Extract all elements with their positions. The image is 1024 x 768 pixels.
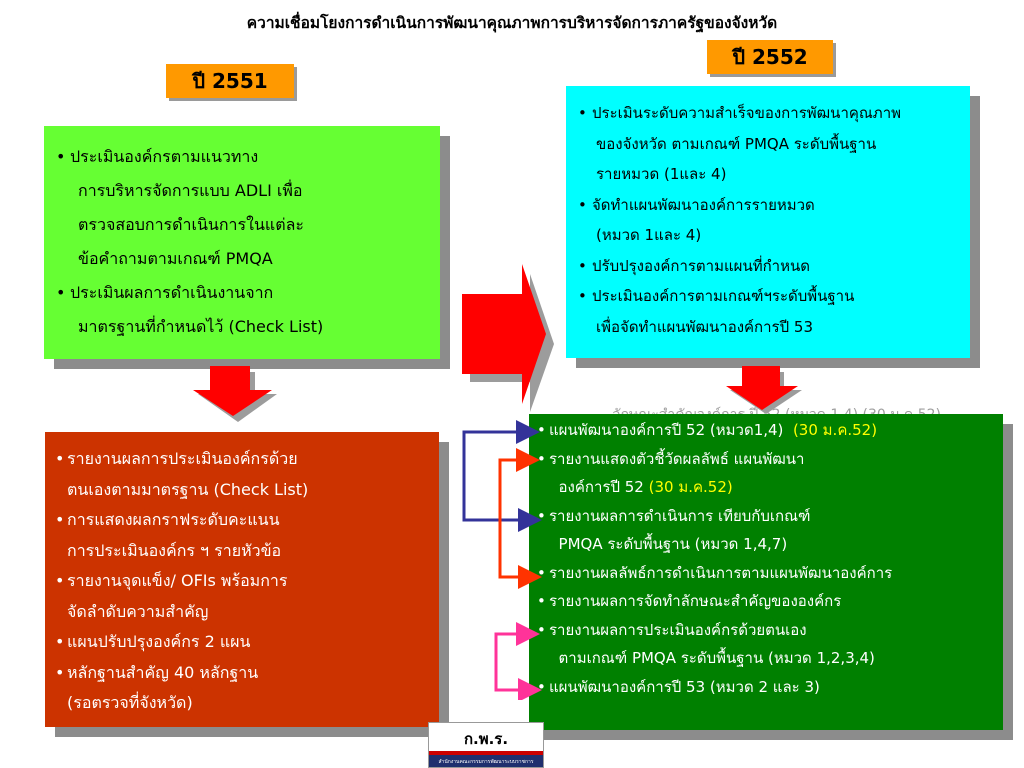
list-item: • ประเมินองค์การตามเกณฑ์ฯระดับพื้นฐาน เพื่อจัดทำแผนพัฒนาองค์การปี 53 bbox=[578, 281, 966, 342]
list-item-line: (รอตรวจที่จังหวัด) bbox=[67, 693, 193, 712]
list-item-line: ประเมินองค์กรตามแนวทาง bbox=[70, 147, 259, 166]
list-item: • แผนพัฒนาองค์การปี 52 (หมวด1,4) (30 ม.ค.52) bbox=[537, 421, 878, 439]
list-item-line: ตรวจสอบการดำเนินการในแต่ละ bbox=[78, 215, 304, 234]
list-item-line: หลักฐานสำคัญ 40 หลักฐาน bbox=[67, 662, 259, 682]
logo-subtext: สำนักงานคณะกรรมการพัฒนาระบบราชการ bbox=[438, 759, 534, 765]
list-item-line: แผนปรับปรุงองค์กร 2 แผน bbox=[67, 632, 251, 651]
list-item-line: (หมวด 1และ 4) bbox=[596, 226, 702, 244]
development-list bbox=[578, 98, 966, 342]
list-item-line: ปรับปรุงองค์การตามแผนที่กำหนด bbox=[592, 256, 810, 275]
list-item: • ปรับปรุงองค์การตามแผนที่กำหนด bbox=[578, 251, 966, 282]
box-2551-reports bbox=[45, 432, 439, 727]
list-item-line: ข้อคำถามตามเกณฑ์ PMQA bbox=[78, 249, 273, 268]
list-item-line: การแสดงผลกราฟระดับคะแนน bbox=[67, 510, 280, 529]
list-item-line: ประเมินองค์การตามเกณฑ์ฯระดับพื้นฐาน bbox=[592, 287, 855, 305]
connector-arrows bbox=[456, 420, 546, 700]
list-item: • รายงานแสดงตัวชี้วัดผลลัพธ์ แผนพัฒนา องค์การปี 52 (30 ม.ค.52) bbox=[537, 449, 805, 496]
reports-2551-list bbox=[55, 444, 431, 719]
list-item: • รายงานผลการจัดทำลักษณะสำคัญขององค์กร bbox=[537, 592, 842, 610]
box-2551-assessment bbox=[44, 126, 440, 359]
box-2552-reports bbox=[529, 414, 1003, 730]
logo-text: ก.พ.ร. bbox=[463, 730, 509, 748]
list-item: • รายงานผลการประเมินองค์กรด้วยตนเอง ตามเกณฑ์ PMQA ระดับพื้นฐาน (หมวด 1,2,3,4) bbox=[537, 620, 875, 667]
year-label-2552: ปี 2552 bbox=[707, 40, 833, 74]
page-title: ความเชื่อมโยงการดำเนินการพัฒนาคุณภาพการบริหารจัดการภาครัฐของจังหวัด bbox=[246, 14, 778, 32]
list-item: • จัดทำแผนพัฒนาองค์การรายหมวด (หมวด 1และ 4) bbox=[578, 190, 966, 251]
list-item-line: เพื่อจัดทำแผนพัฒนาองค์การปี 53 bbox=[596, 317, 813, 336]
list-item-line: จัดทำแผนพัฒนาองค์การรายหมวด bbox=[592, 195, 815, 214]
list-item: • แผนปรับปรุงองค์กร 2 แผน bbox=[55, 627, 431, 658]
list-item-line: ตนเองตามมาตรฐาน (Check List) bbox=[67, 479, 309, 499]
list-item-line: รายหมวด (1และ 4) bbox=[596, 165, 727, 183]
list-item: • รายงานจุดแข็ง/ OFIs พร้อมการ จัดลำดับความสำคัญ bbox=[55, 566, 431, 627]
list-item: • ประเมินระดับความสำเร็จของการพัฒนาคุณภาพ ของจังหวัด ตามเกณฑ์ PMQA ระดับพื้นฐาน รายหมวด (1และ 4) bbox=[578, 98, 966, 190]
list-item: • แผนพัฒนาองค์การปี 53 (หมวด 2 และ 3) bbox=[537, 677, 820, 696]
list-item-line: รายงานผลการประเมินองค์กรด้วย bbox=[67, 449, 298, 468]
list-item: • หลักฐานสำคัญ 40 หลักฐาน (รอตรวจที่จังหวัด) bbox=[55, 658, 431, 719]
assessment-list bbox=[56, 140, 430, 344]
connector-pink bbox=[496, 634, 536, 690]
list-item: • การแสดงผลกราฟระดับคะแนน การประเมินองค์กร ฯ รายหัวข้อ bbox=[55, 505, 431, 566]
list-item-line: รายงานจุดแข็ง/ OFIs พร้อมการ bbox=[67, 571, 288, 590]
box-2552-assessment bbox=[566, 86, 970, 358]
list-item-line: การประเมินองค์กร ฯ รายหัวข้อ bbox=[67, 540, 282, 560]
list-item-line: ของจังหวัด ตามเกณฑ์ PMQA ระดับพื้นฐาน bbox=[596, 134, 877, 153]
list-item: • รายงานผลการดำเนินการ เทียบกับเกณฑ์ PMQA ระดับพื้นฐาน (หมวด 1,4,7) bbox=[537, 506, 811, 553]
list-item-line: ประเมินระดับความสำเร็จของการพัฒนาคุณภาพ bbox=[592, 104, 902, 122]
list-item: • ประเมินผลการดำเนินงานจาก มาตรฐานที่กำหนดไว้ (Check List) bbox=[56, 276, 430, 344]
list-item-line: การบริหารจัดการแบบ ADLI เพื่อ bbox=[78, 181, 303, 200]
list-item: • ประเมินองค์กรตามแนวทาง การบริหารจัดการแบบ ADLI เพื่อ ตรวจสอบการดำเนินการในแต่ละ ข้อคำถามตามเกณฑ์ PMQA bbox=[56, 140, 430, 276]
year-label-2551: ปี 2551 bbox=[166, 64, 294, 98]
list-item-line: มาตรฐานที่กำหนดไว้ (Check List) bbox=[78, 317, 324, 336]
list-item: • รายงานผลลัพธ์การดำเนินการตามแผนพัฒนาองค์การ bbox=[537, 563, 893, 582]
opdc-logo bbox=[428, 722, 544, 768]
down-arrow-left-icon bbox=[192, 366, 282, 424]
list-item-line: ประเมินผลการดำเนินงานจาก bbox=[70, 283, 274, 302]
reports-2552-list bbox=[537, 416, 999, 701]
right-arrow-icon bbox=[462, 264, 558, 414]
logo-bar bbox=[429, 751, 543, 767]
list-item-line: จัดลำดับความสำคัญ bbox=[67, 601, 209, 621]
list-item: • รายงานผลการประเมินองค์กรด้วย ตนเองตามมาตรฐาน (Check List) bbox=[55, 444, 431, 505]
